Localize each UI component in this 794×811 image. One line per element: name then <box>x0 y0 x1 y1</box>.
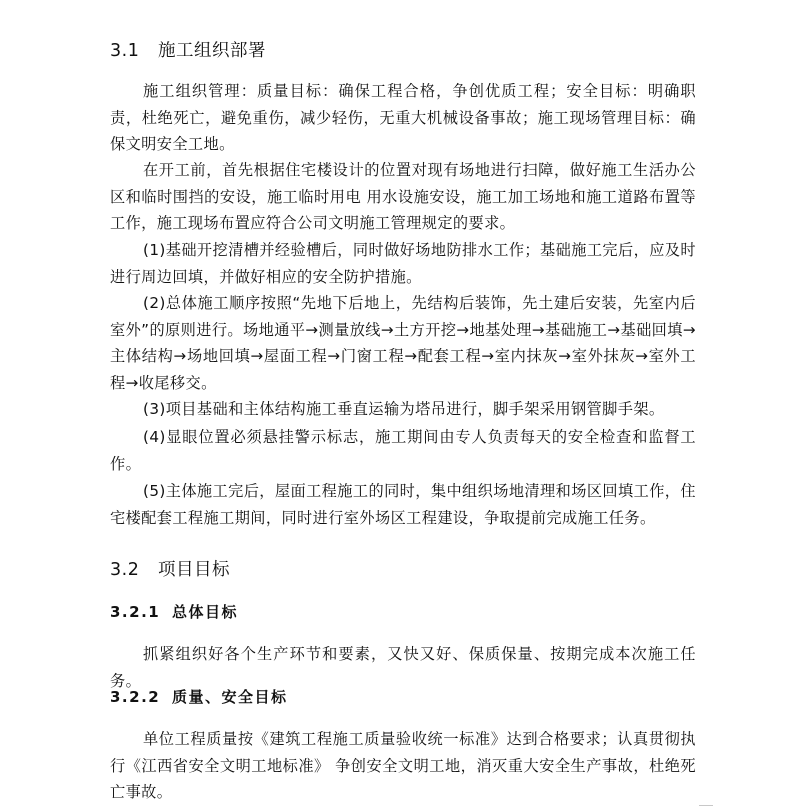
subsection-heading-3-2-1 <box>110 601 238 622</box>
paragraph: (5)主体施工完后，屋面工程施工的同时，集中组织场地清理和场区回填工作，住宅楼配套工程施工期间，同时进行室外场区工程建设，争取提前完成施工任务。 <box>110 482 696 527</box>
section-title: 施工组织部署 <box>158 41 266 61</box>
paragraph: (3)项目基础和主体结构施工垂直运输为塔吊进行，脚手架采用钢管脚手架。 <box>143 400 665 418</box>
paragraph: 单位工程质量按《建筑工程施工质量验收统一标准》达到合格要求；认真贯彻执行《江西省安全文明工地标准》 争创安全文明工地，消灭重大安全生产事故，杜绝死亡事故。 <box>110 730 696 801</box>
paragraph: 抓紧组织好各个生产环节和要素，又快又好、保质保量、按期完成本次施工任务。 <box>110 645 696 690</box>
paragraph: (2)总体施工顺序按照“先地下后地上，先结构后装饰，先土建后安装，先室内后室外”的原则进行。场地通平→测量放线→土方开挖→地基处理→基础施工→基础回填→主体结构→场地回填→屋面工程→门窗工程→配套工程→室内抹灰→室外抹灰→室外工程→收尾移交。 <box>110 294 696 392</box>
page-corner-mark <box>699 805 713 806</box>
paragraph: (1)基础开挖清槽并经验槽后，同时做好场地防排水工作；基础施工完后，应及时进行周边回填，并做好相应的安全防护措施。 <box>110 241 696 286</box>
section-number: 3.2 <box>110 560 140 580</box>
section-title: 项目目标 <box>158 560 230 580</box>
paragraph: 施工组织管理：质量目标：确保工程合格，争创优质工程；安全目标：明确职责，杜绝死亡，避免重伤，减少轻伤，无重大机械设备事故；施工现场管理目标：确保文明安全工地。 <box>110 82 696 153</box>
subsection-title: 质量、安全目标 <box>172 688 288 706</box>
section-heading-3-2 <box>110 556 230 581</box>
section-number: 3.1 <box>110 41 140 61</box>
subsection-number: 3.2.2 <box>110 688 161 706</box>
subsection-title: 总体目标 <box>172 603 239 621</box>
subsection-heading-3-2-2 <box>110 686 288 707</box>
subsection-number: 3.2.1 <box>110 603 161 621</box>
section-heading-3-1 <box>110 37 266 62</box>
paragraph: (4)显眼位置必须悬挂警示标志，施工期间由专人负责每天的安全检查和监督工作。 <box>110 428 696 473</box>
paragraph: 在开工前，首先根据住宅楼设计的位置对现有场地进行扫障，做好施工生活办公区和临时围挡的安设，施工临时用电 用水设施安设，施工加工场地和施工道路布置等工作，施工现场布置应符合公司文明施工管理规定的要求。 <box>110 161 696 232</box>
